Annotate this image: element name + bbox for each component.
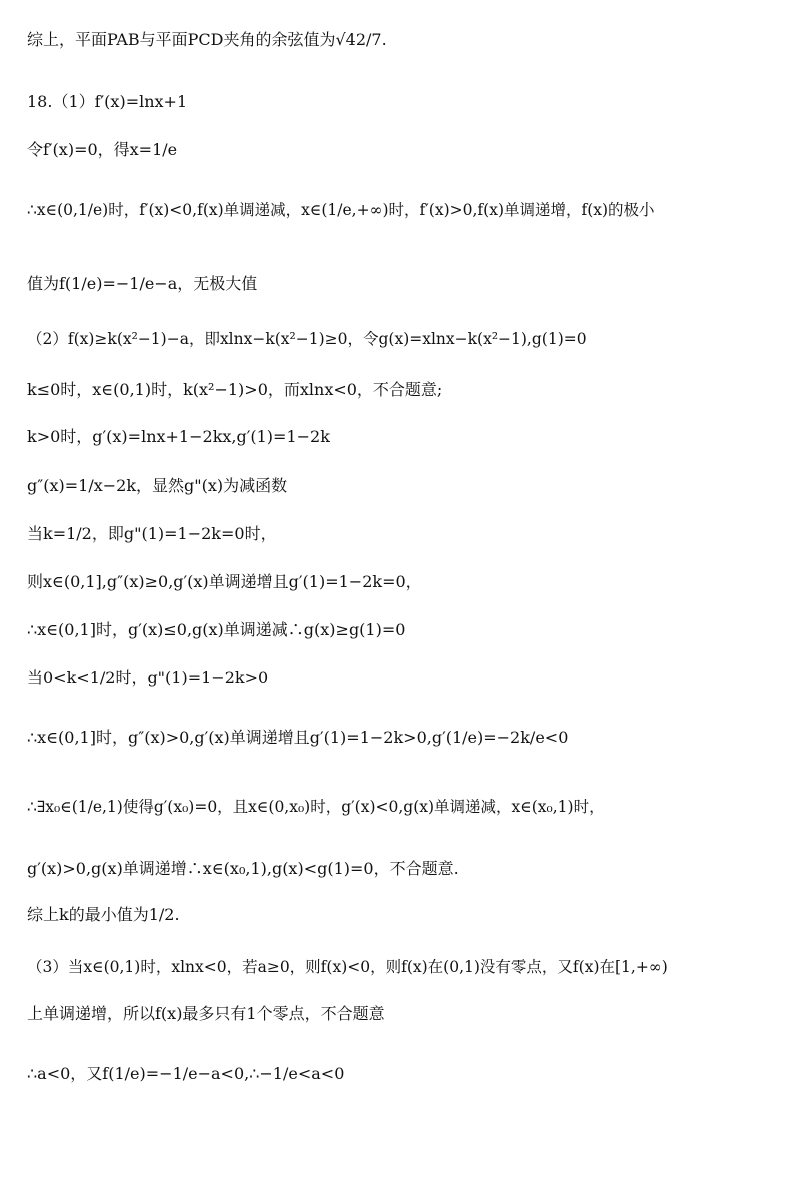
text-line-3: 令f′(x)=0，得x=1/e [27,140,178,159]
text-line-19: 上单调递增，所以f(x)最多只有1个零点，不合题意 [27,1004,385,1023]
text-line-17: 综上k的最小值为1/2. [27,905,180,924]
text-line-4: ∴x∈(0,1/e)时，f′(x)<0,f(x)单调递减，x∈(1/e,+∞)时，f′(x)>0,f(x)单调递增，f(x)的极小 [27,201,655,219]
text-line-13: 当0<k<1/2时，g"(1)=1−2k>0 [27,668,269,687]
text-line-8: k>0时，g′(x)=lnx+1−2kx,g′(1)=1−2k [27,427,330,446]
text-line-20: ∴a<0，又f(1/e)=−1/e−a<0,∴−1/e<a<0 [27,1064,345,1083]
text-line-2: 18.（1）f′(x)=lnx+1 [27,92,188,111]
text-line-14: ∴x∈(0,1]时，g″(x)>0,g′(x)单调递增且g′(1)=1−2k>0,g′(1/e)=−2k/e<0 [27,728,569,747]
text-line-18: （3）当x∈(0,1)时，xlnx<0，若a≥0，则f(x)<0，则f(x)在(0,1)没有零点，又f(x)在[1,+∞) [27,958,668,976]
text-line-7: k≤0时，x∈(0,1)时，k(x²−1)>0，而xlnx<0，不合题意; [27,380,443,399]
text-line-9: g″(x)=1/x−2k，显然g"(x)为减函数 [27,476,288,495]
text-line-11: 则x∈(0,1],g″(x)≥0,g′(x)单调递增且g′(1)=1−2k=0， [27,572,422,591]
text-line-12: ∴x∈(0,1]时，g′(x)≤0,g(x)单调递减∴g(x)≥g(1)=0 [27,620,406,639]
text-line-15: ∴∃x₀∈(1/e,1)使得g′(x₀)=0，且x∈(0,x₀)时，g′(x)<0,g(x)单调递减，x∈(x₀,1)时， [27,798,605,816]
text-line-6: （2）f(x)≥k(x²−1)−a，即xlnx−k(x²−1)≥0，令g(x)=xlnx−k(x²−1),g(1)=0 [27,330,587,348]
text-line-10: 当k=1/2，即g"(1)=1−2k=0时， [27,524,277,543]
text-line-5: 值为f(1/e)=−1/e−a，无极大值 [27,274,258,293]
text-line-1: 综上，平面PAB与平面PCD夹角的余弦值为√42/7. [27,30,387,49]
text-line-16: g′(x)>0,g(x)单调递增∴x∈(x₀,1),g(x)<g(1)=0，不合题意. [27,859,459,878]
